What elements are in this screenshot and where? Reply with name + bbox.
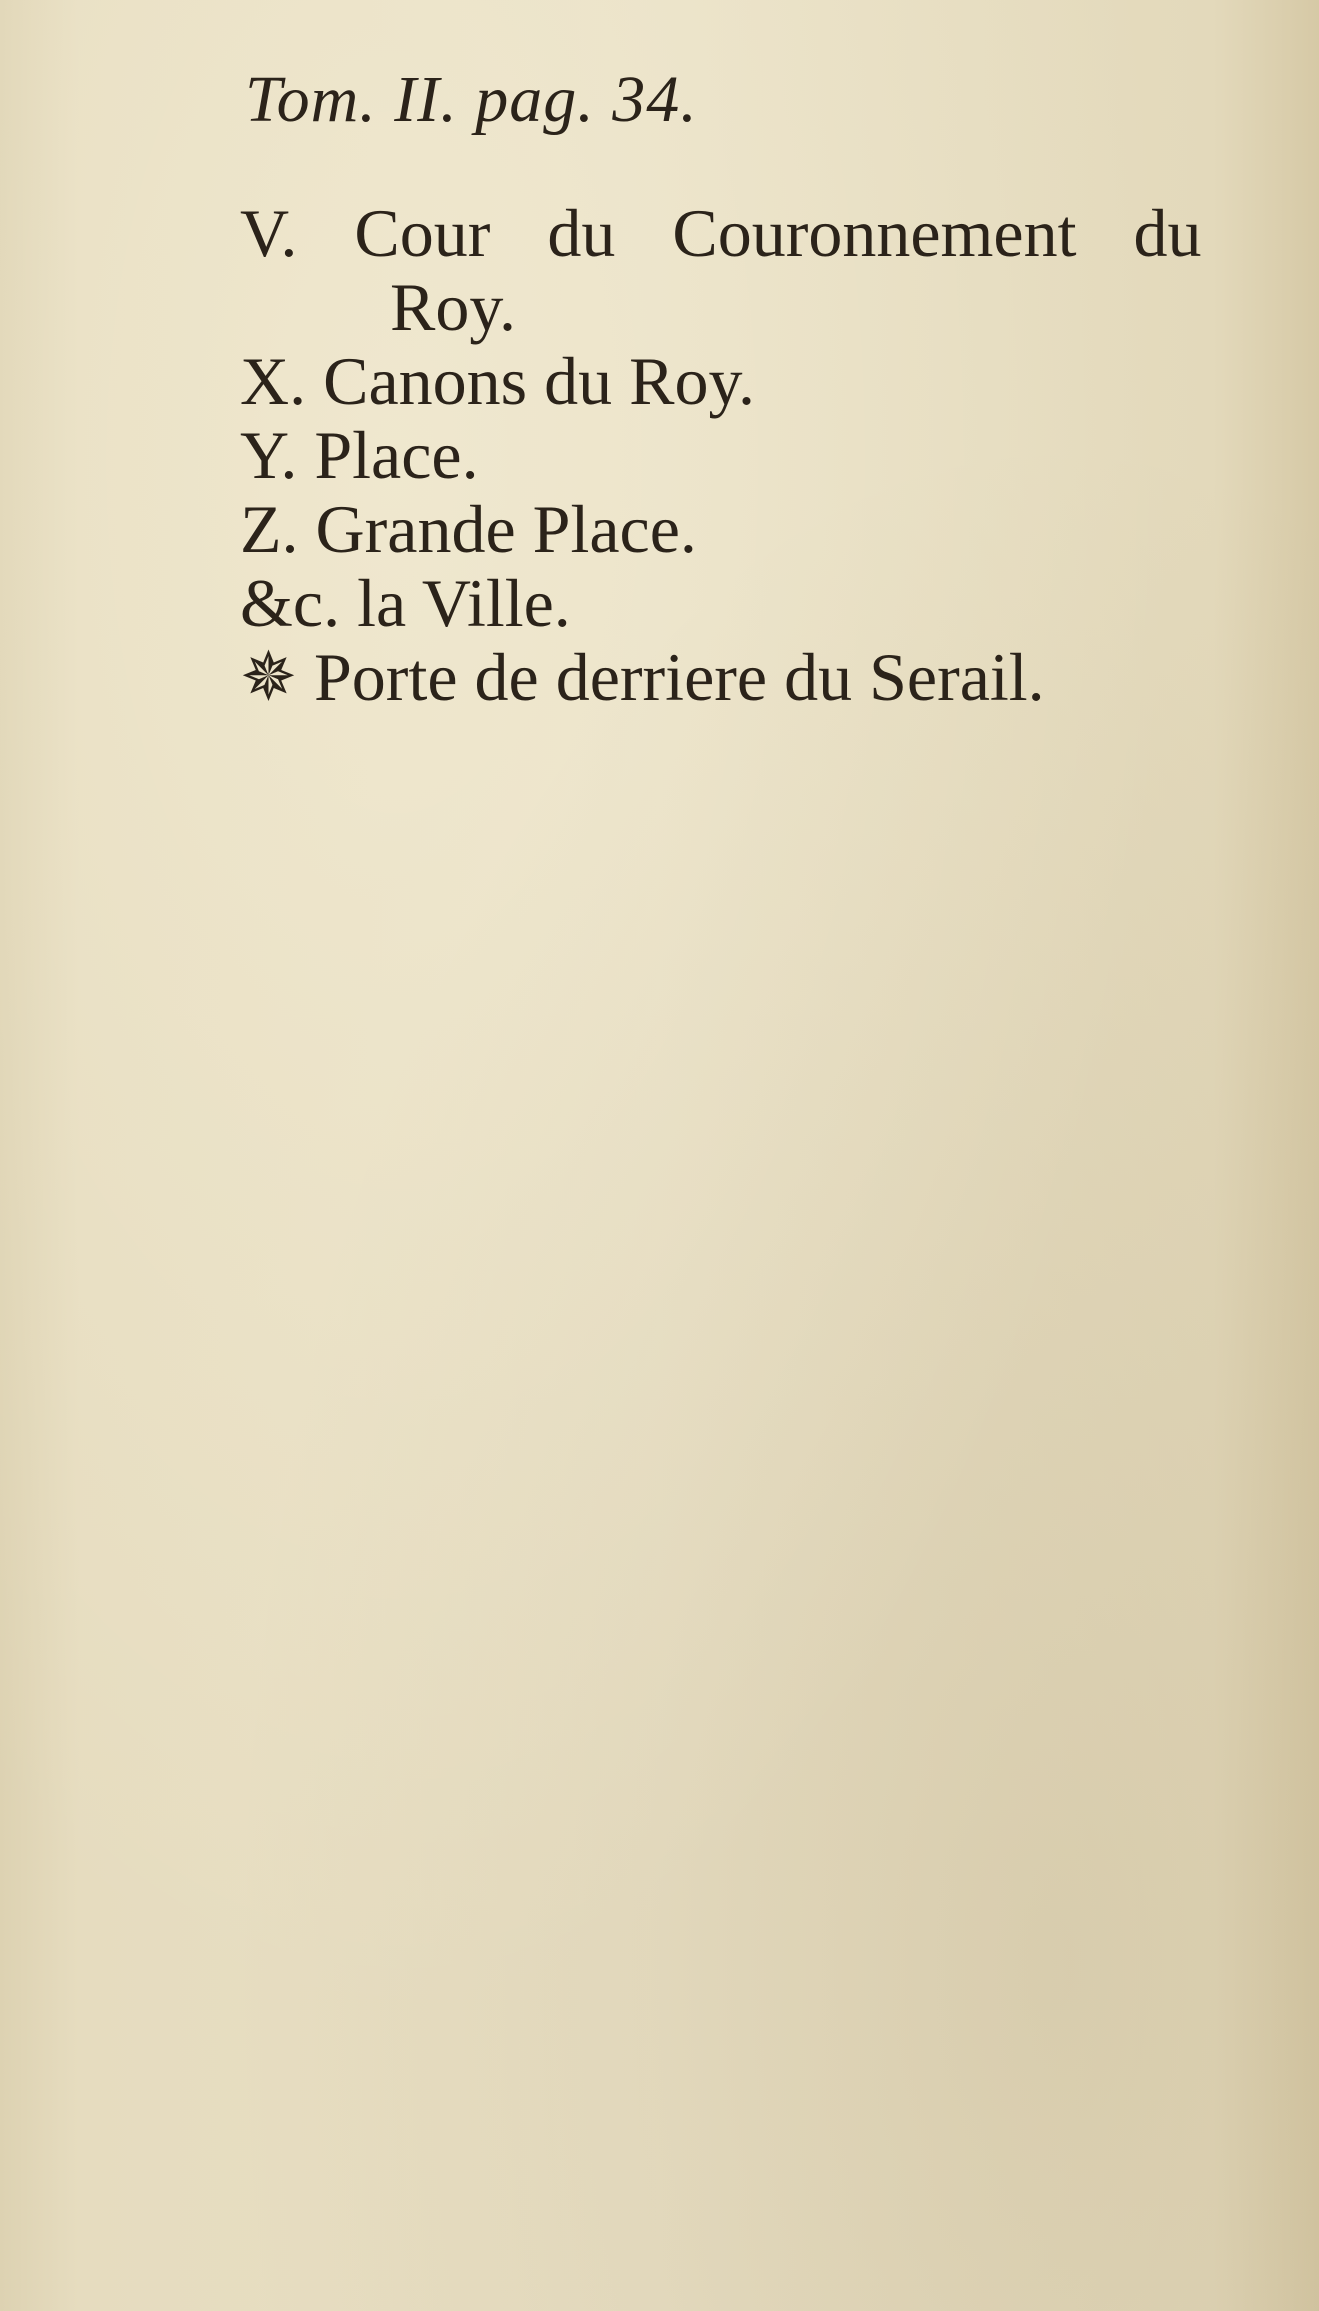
legend-text: Roy. [390, 269, 516, 345]
legend-entry-star [240, 640, 1290, 714]
legend-text: la Ville. [357, 565, 571, 641]
legend-text: Porte de derriere du Serail. [313, 639, 1045, 715]
legend-list [240, 196, 1290, 714]
running-head: Tom. II. pag. 34. [245, 63, 698, 136]
legend-key: Z. [240, 491, 299, 567]
legend-key: X. [240, 343, 307, 419]
legend-entry-y [240, 418, 1290, 492]
legend-entry-z [240, 492, 1290, 566]
legend-text: Canons du Roy. [323, 343, 756, 419]
legend-key: V. [240, 195, 298, 271]
star-marker-icon: ✵ [240, 639, 297, 715]
legend-key: Y. [240, 417, 298, 493]
legend-entry-v-continuation [240, 270, 1290, 344]
legend-entry-x [240, 344, 1290, 418]
legend-key: &c. [240, 565, 341, 641]
legend-entry-etc [240, 566, 1290, 640]
legend-entry-v [240, 196, 1290, 270]
legend-text: Cour du Couronnement du [354, 195, 1202, 271]
legend-text: Place. [314, 417, 479, 493]
legend-text: Grande Place. [315, 491, 697, 567]
